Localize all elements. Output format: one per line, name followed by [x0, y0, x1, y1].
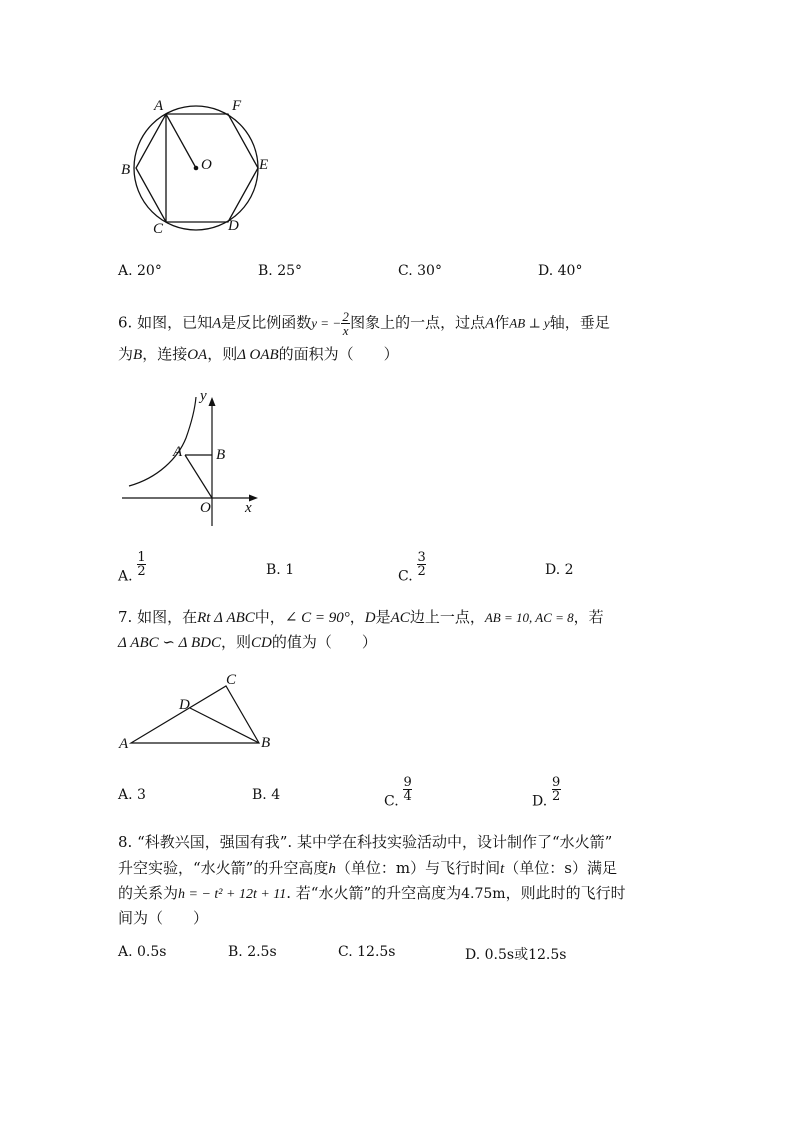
q7-option-a[interactable]: A. 3 [118, 787, 146, 803]
q5-label-c: C [153, 221, 164, 237]
q7-label-d: D [179, 697, 190, 713]
q7-question-line1: 7. 如图，在Rt Δ ABC中，∠ C = 90°，D是AC边上一点，AB = 10, AC = 8，若 [118, 608, 604, 626]
q5-label-e: E [259, 157, 269, 173]
q5-option-c[interactable]: C. 30° [398, 263, 442, 279]
q8-option-b[interactable]: B. 2.5s [228, 944, 277, 960]
q7-option-d[interactable]: D. $\frac{9}{2}$ [532, 775, 561, 810]
q7-triangle-abc [131, 686, 259, 743]
q5-option-b[interactable]: B. 25° [258, 263, 303, 279]
q5-label-f: F [232, 98, 242, 114]
q6-label-b: B [216, 447, 226, 463]
q7-label-c: C [226, 672, 237, 688]
q6-label-x: x [245, 500, 252, 516]
q8-question-line4: 间为（ ） [118, 909, 209, 927]
q7-label-b: B [261, 735, 271, 751]
q5-label-b: B [121, 162, 131, 178]
q6-label-o: O [200, 500, 211, 516]
q8-question-line1: 8. “科教兴国，强国有我”. 某中学在科技实验活动中，设计制作了“水火箭” [118, 833, 613, 851]
q6-option-d[interactable]: D. 2 [545, 562, 574, 578]
q7-option-b[interactable]: B. 4 [252, 787, 281, 803]
q6-question-line2: 为B，连接OA，则Δ OAB的面积为（ ） [118, 345, 399, 363]
q8-option-d[interactable]: D. 0.5s或12.5s [465, 947, 567, 963]
q5-label-a: A [154, 98, 164, 114]
q6-option-a[interactable]: A. $\frac{1}{2}$ [118, 550, 146, 585]
q6-question-line1: 6. 如图，已知A是反比例函数y = − $\frac{2}{x}$ 图象上的一点，过点A作AB ⊥ y轴，垂足 [118, 309, 610, 338]
q8-question-line3: 的关系为h = − t² + 12t + 11. 若“水火箭”的升空高度为4.75m，则此时的飞行时 [118, 884, 626, 902]
q6-label-a: A [173, 444, 183, 460]
q5-option-a[interactable]: A. 20° [118, 263, 162, 279]
q8-question-line2: 升空实验，“水火箭”的升空高度h（单位：m）与飞行时间t（单位：s）满足 [118, 859, 617, 877]
q5-label-o: O [201, 157, 212, 173]
q7-question-line2: Δ ABC ∽ Δ BDC，则CD的值为（ ） [118, 633, 377, 651]
q7-label-a: A [119, 736, 129, 752]
q8-option-c[interactable]: C. 12.5s [338, 944, 396, 960]
q8-option-a[interactable]: A. 0.5s [118, 944, 167, 960]
q6-option-b[interactable]: B. 1 [266, 562, 295, 578]
q7-option-c[interactable]: C. $\frac{9}{4}$ [384, 775, 412, 810]
q6-label-y: y [200, 388, 207, 404]
q5-option-d[interactable]: D. 40° [538, 263, 583, 279]
q5-label-d: D [228, 218, 239, 234]
q6-option-c[interactable]: C. $\frac{3}{2}$ [398, 550, 426, 585]
